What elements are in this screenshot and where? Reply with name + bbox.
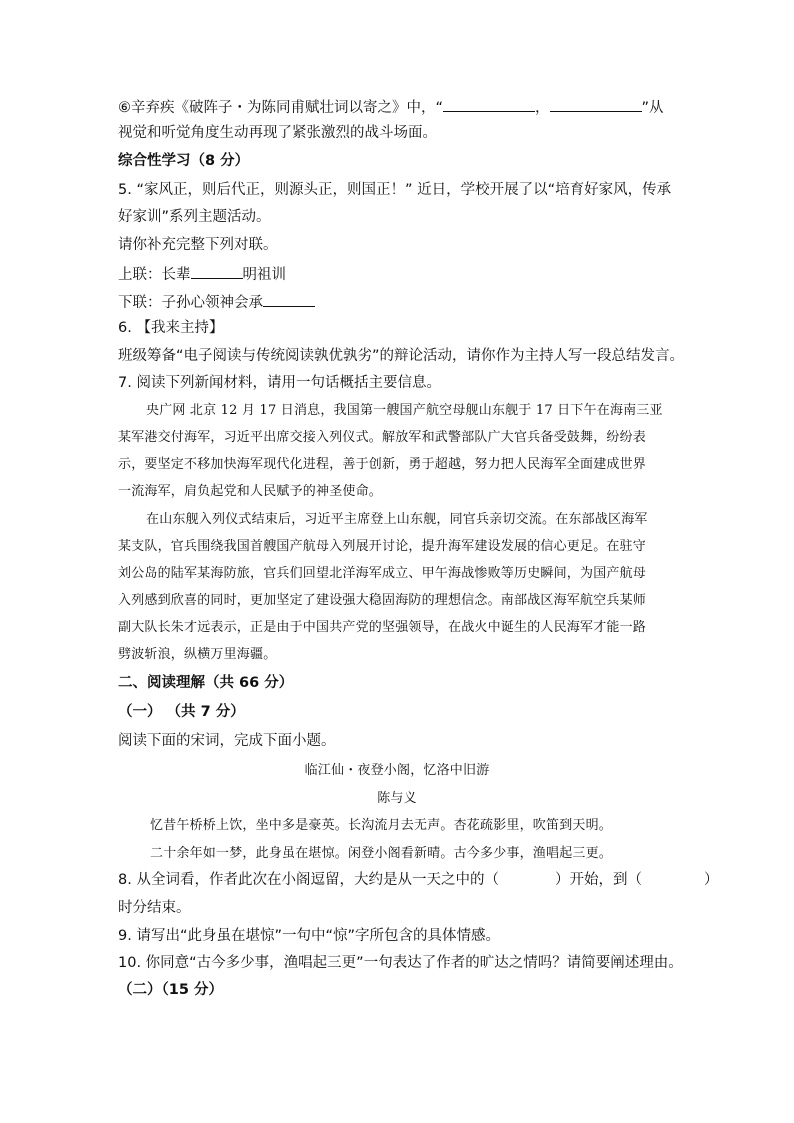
news-line: 央广网 北京 12 月 17 日消息，我国第一艘国产航空母舰山东舰于 17 日下午在海南三亚 xyxy=(146,403,663,418)
question-5-continuation: 好家训”系列主题活动。 xyxy=(118,209,271,225)
news-line: 劈波斩浪，纵横万里海疆。 xyxy=(118,647,277,662)
question-6-continuation: 视觉和听觉角度生动再现了紧张激烈的战斗场面。 xyxy=(118,125,437,141)
question-10: 10. 你同意“古今多少事，渔唱起三更”一句表达了作者的旷达之情吗？请简要阐述理由。 xyxy=(118,955,683,971)
news-line: 副大队长朱才远表示，正是由于中国共产党的坚强领导，在战火中诞生的人民海军才能一路 xyxy=(118,620,647,635)
news-line: 某支队，官兵围绕我国首艘国产航母入列展开讨论，提升海军建设发展的信心更足。在驻守 xyxy=(118,539,647,554)
question-6-title: 6. 【我来主持】 xyxy=(118,320,224,336)
poem-title: 临江仙・夜登小阁，忆洛中旧游 xyxy=(304,763,490,778)
news-line: 在山东舰入列仪式结束后，习近平主席登上山东舰，同官兵亲切交流。在东部战区海军 xyxy=(146,512,648,527)
section-heading-comprehensive: 综合性学习（8 分） xyxy=(118,153,250,169)
news-line: 某军港交付海军，习近平出席交接入列仪式。解放军和武警部队广大官兵备受鼓舞，纷纷表 xyxy=(118,430,647,445)
question-8-continuation: 时分结束。 xyxy=(118,900,191,916)
question-6-body: 班级筹备“电子阅读与传统阅读孰优孰劣”的辩论活动，请你作为主持人写一段总结发言。 xyxy=(118,348,685,364)
poem-author: 陈与义 xyxy=(377,791,417,806)
news-line: 示，要坚定不移加快海军现代化进程，善于创新，勇于超越，努力把人民海军全面建成世界 xyxy=(118,457,647,472)
news-line: 一流海军，肩负起党和人民赋予的神圣使命。 xyxy=(118,484,383,499)
answer-blank xyxy=(443,96,535,112)
answer-blank xyxy=(191,263,243,279)
subsection-heading-1: （一） （共 7 分） xyxy=(118,704,245,720)
question-7-title: 7. 阅读下列新闻材料，请用一句话概括主要信息。 xyxy=(118,375,441,391)
answer-blank xyxy=(263,291,315,307)
news-line: 刘公岛的陆军某海防旅，官兵们回望北洋海军成立、甲午海战惨败等历史瞬间，为国产航母 xyxy=(118,566,647,581)
poem-line: 二十余年如一梦，此身虽在堪惊。闲登小阁看新晴。古今多少事，渔唱起三更。 xyxy=(150,846,613,861)
question-5-line: 5. “家风正，则后代正，则源头正，则国正！” 近日，学校开展了以“培育好家风，传承 xyxy=(118,182,672,198)
question-6-line: ⑥辛弃疾《破阵子・为陈同甫赋壮词以寄之》中，“ ， ”从 xyxy=(118,96,664,118)
subsection-heading-2: （二）（15 分） xyxy=(118,982,223,998)
news-line: 入列感到欣喜的同时，更加坚定了建设强大稳固海防的理想信念。南部战区海军航空兵某师 xyxy=(118,593,647,608)
section-heading-reading: 二、阅读理解（共 66 分） xyxy=(118,675,294,691)
answer-blank xyxy=(550,96,642,112)
couplet-lower: 下联：子孙心领神会承 xyxy=(118,291,315,313)
question-9: 9. 请写出“此身虽在堪惊”一句中“惊”字所包含的具体情感。 xyxy=(118,928,500,944)
question-5-instruction: 请你补充完整下列对联。 xyxy=(118,237,278,253)
couplet-upper: 上联：长辈 明祖训 xyxy=(118,263,286,285)
question-8-line: 8. 从全词看，作者此次在小阁逗留，大约是从一天之中的（ ）开始，到（ ） xyxy=(118,872,719,888)
poem-line: 忆昔午桥桥上饮，坐中多是豪英。长沟流月去无声。杏花疏影里，吹笛到天明。 xyxy=(150,818,613,833)
reading-intro: 阅读下面的宋词，完成下面小题。 xyxy=(118,733,336,749)
